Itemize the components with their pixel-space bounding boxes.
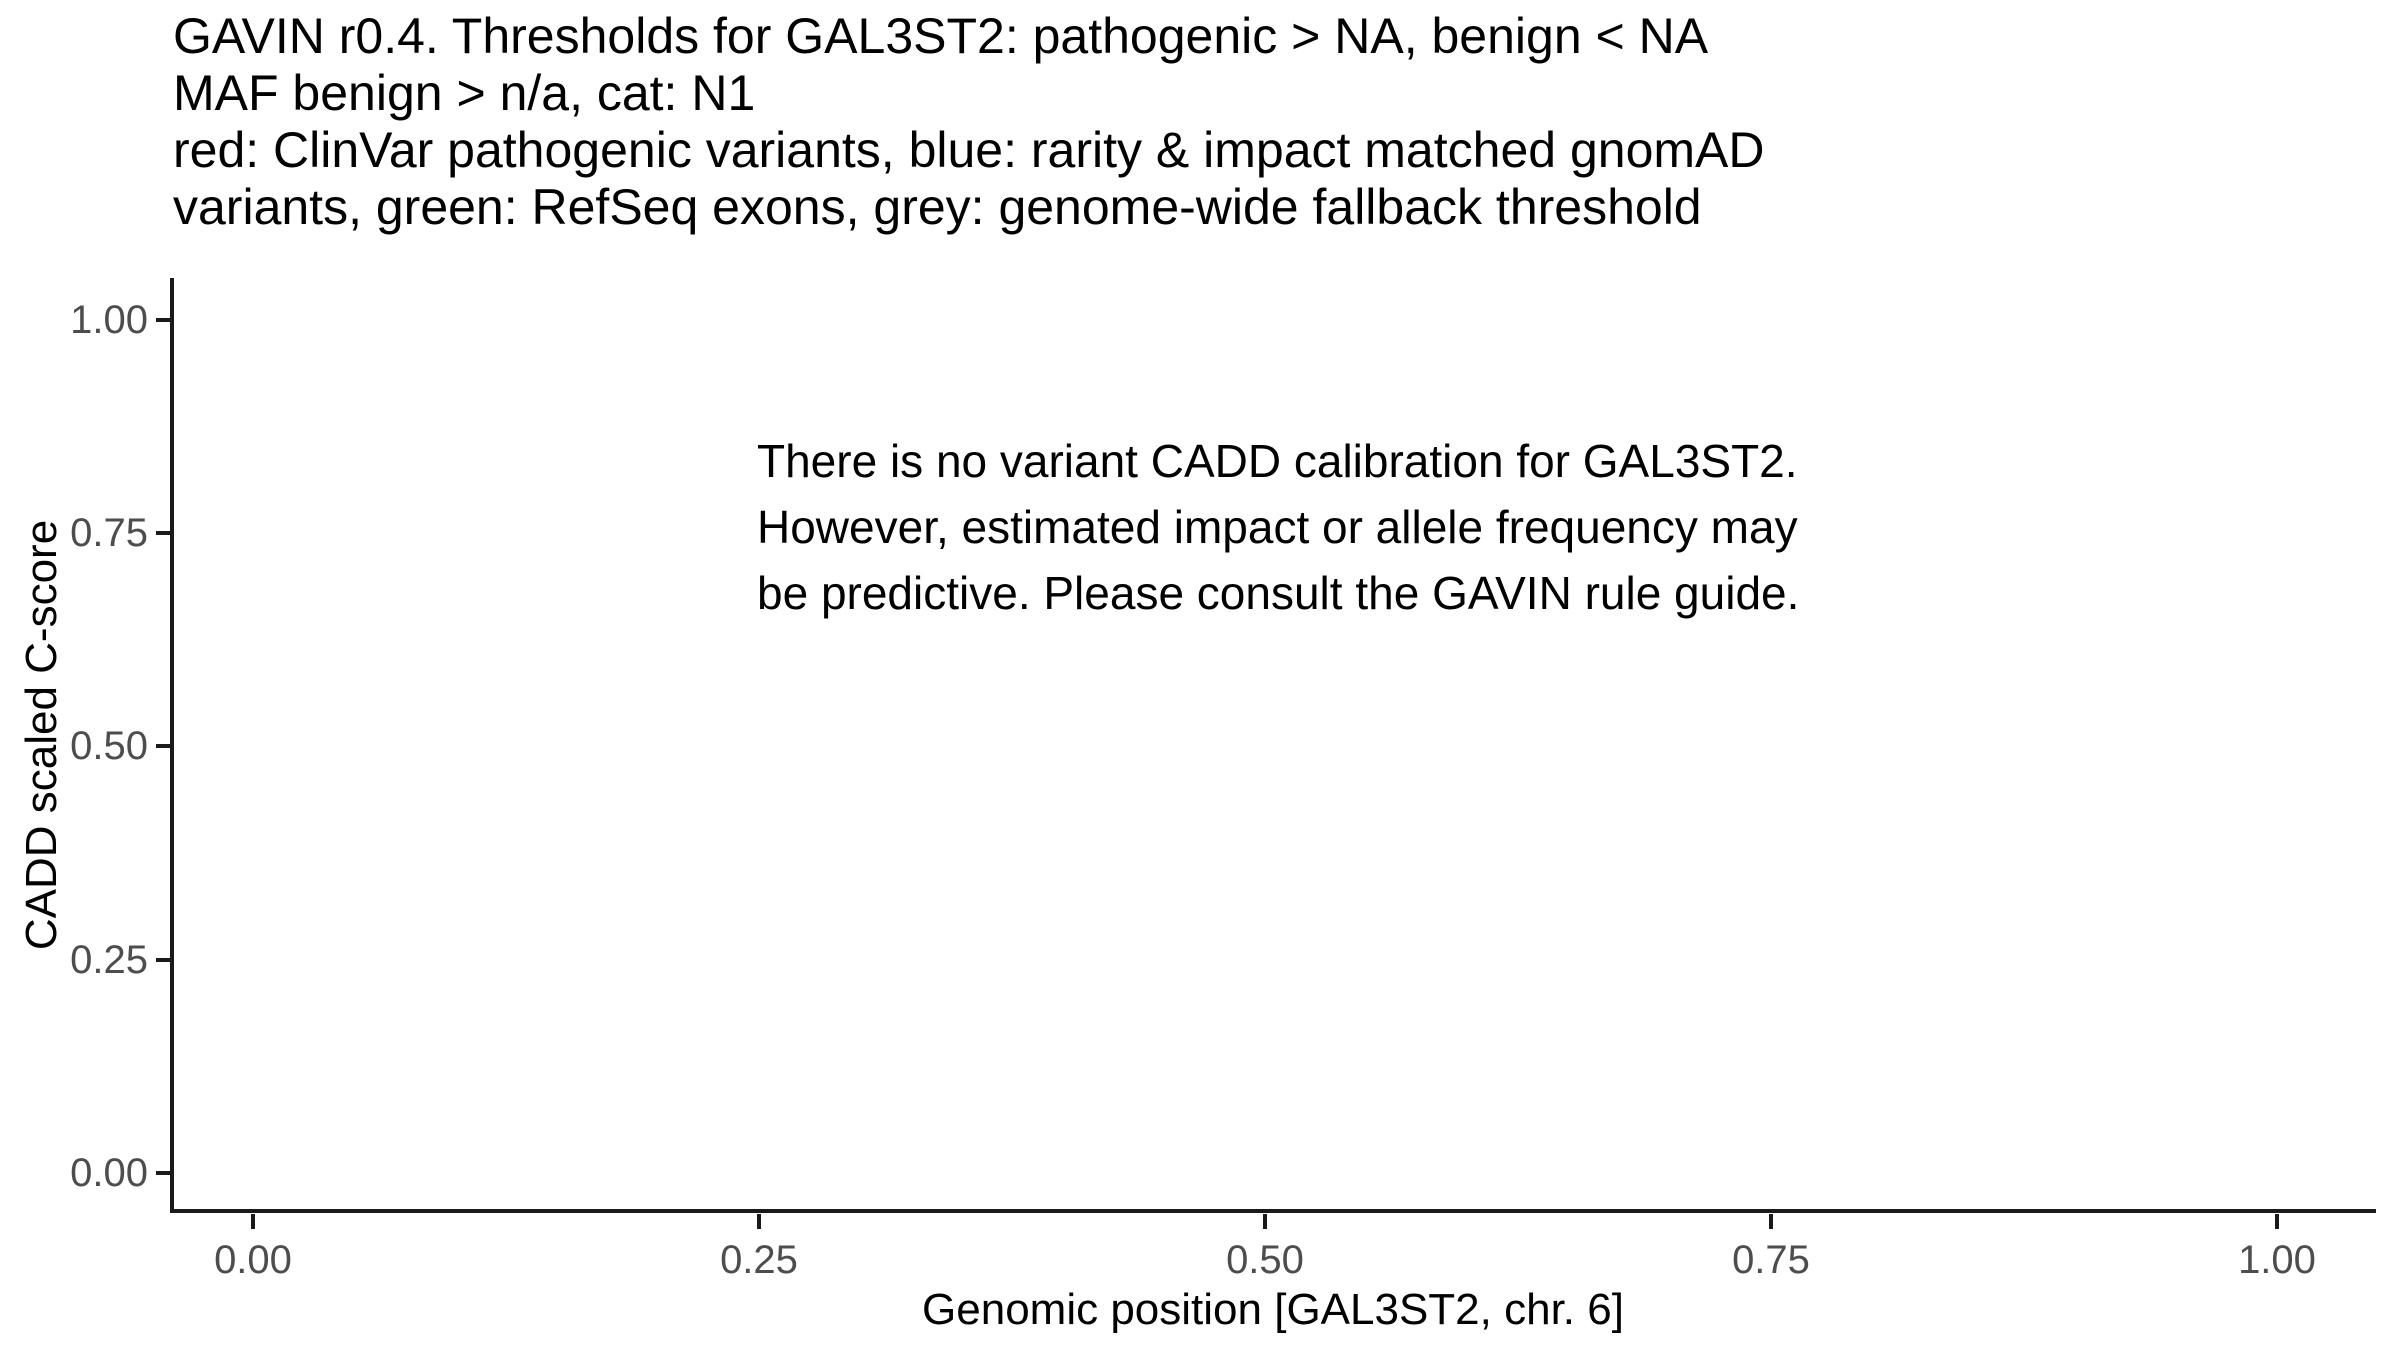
no-calibration-message <box>757 428 1799 626</box>
plot-title-line-3: red: ClinVar pathogenic variants, blue: rarity & impact matched gnomAD <box>173 122 1765 178</box>
x-tick-label-0.75: 0.75 <box>1732 1238 1810 1282</box>
y-axis-title: CADD scaled C-score <box>17 519 66 951</box>
x-tick-label-1.00: 1.00 <box>2238 1238 2316 1282</box>
x-tick-label-0.00: 0.00 <box>214 1238 292 1282</box>
y-tick-mark-1.00 <box>156 318 171 322</box>
y-tick-mark-0.00 <box>156 1171 171 1175</box>
x-tick-mark-0.75 <box>1769 1214 1773 1229</box>
x-axis-title: Genomic position [GAL3ST2, chr. 6] <box>922 1285 1624 1334</box>
plot-panel <box>170 278 2376 1213</box>
x-tick-label-0.50: 0.50 <box>1226 1238 1304 1282</box>
y-tick-mark-0.25 <box>156 958 171 962</box>
no-calibration-message-line-2: However, estimated impact or allele frequency may <box>757 501 1798 553</box>
no-calibration-message-line-3: be predictive. Please consult the GAVIN rule guide. <box>757 567 1800 619</box>
x-tick-label-0.25: 0.25 <box>720 1238 798 1282</box>
y-tick-label-0.75: 0.75 <box>70 511 148 555</box>
no-calibration-message-line-1: There is no variant CADD calibration for GAL3ST2. <box>757 435 1798 487</box>
x-tick-mark-1.00 <box>2275 1214 2279 1229</box>
y-tick-mark-0.50 <box>156 744 171 748</box>
y-tick-mark-0.75 <box>156 531 171 535</box>
x-tick-mark-0.25 <box>757 1214 761 1229</box>
plot-title <box>173 8 1764 236</box>
y-tick-label-0.00: 0.00 <box>70 1151 148 1195</box>
y-tick-label-1.00: 1.00 <box>70 298 148 342</box>
y-tick-label-0.50: 0.50 <box>70 724 148 768</box>
x-tick-mark-0.50 <box>1263 1214 1267 1229</box>
plot-title-line-4: variants, green: RefSeq exons, grey: genome-wide fallback threshold <box>173 179 1702 235</box>
x-tick-mark-0.00 <box>251 1214 255 1229</box>
plot-title-line-2: MAF benign > n/a, cat: N1 <box>173 65 756 121</box>
y-tick-label-0.25: 0.25 <box>70 938 148 982</box>
plot-title-line-1: GAVIN r0.4. Thresholds for GAL3ST2: pathogenic > NA, benign < NA <box>173 8 1709 64</box>
